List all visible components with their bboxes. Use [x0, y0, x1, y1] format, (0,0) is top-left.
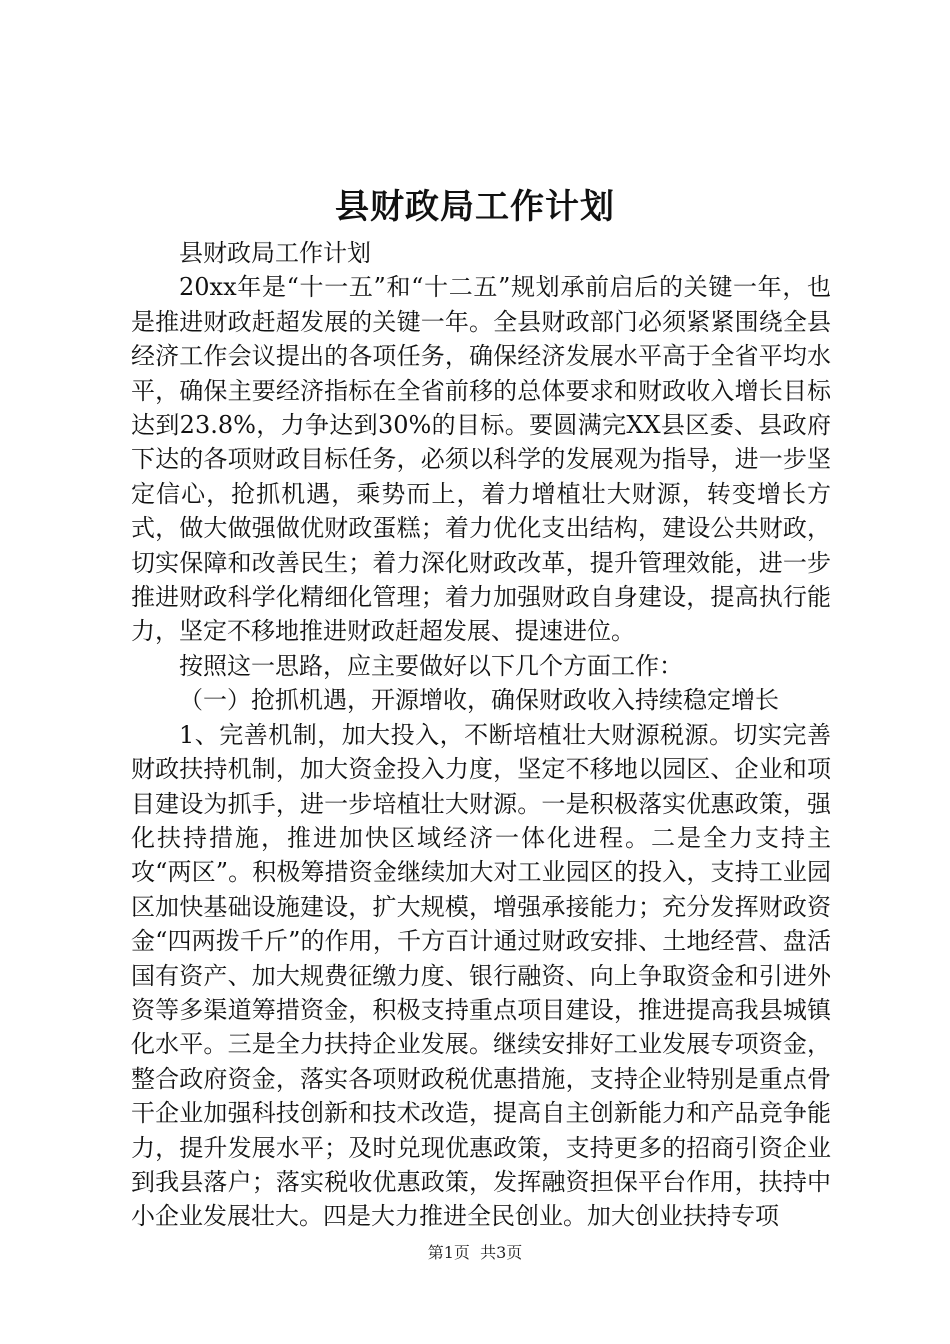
document-title: 县财政局工作计划	[335, 187, 615, 227]
section-heading-1: （一）抢抓机遇，开源增收，确保财政收入持续稳定增长	[179, 686, 779, 715]
page-number-footer: 第1页 共3页	[427, 1243, 523, 1262]
paragraph-item-1: 1、完善机制，加大投入，不断培植壮大财源税源。切实完善财政扶持机制，加大资金投入力度，坚定不移地以园区、企业和项目建设为抓手，进一步培植壮大财源。一是积极落实优惠政策，强化扶持措施，推进加快区域经济一体化进程。二是全力支持主攻“两区”。积极筹措资金继续加大对工业园区的投入，支持工业园区加快基础设施建设，扩大规模，增强承接能力；充分发挥财政资金“四两拨千斤”的作用，千方百计通过财政安排、土地经营、盘活国有资产、加大规费征缴力度、银行融资、向上争取资金和引进外资等多渠道筹措资金，积极支持重点项目建设，推进提高我县城镇化水平。三是全力扶持企业发展。继续安排好工业发展专项资金，整合政府资金，落实各项财政税优惠措施，支持企业特别是重点骨干企业加强科技创新和技术改造，提高自主创新能力和产品竞争能力，提升发展水平；及时兑现优惠政策，支持更多的招商引资企业到我县落户；落实税收优惠政策，发挥融资担保平台作用，扶持中小企业发展壮大。四是大力推进全民创业。加大创业扶持专项	[131, 720, 831, 1231]
document-body	[131, 236, 831, 1234]
paragraph-subtitle: 县财政局工作计划	[179, 239, 371, 267]
paragraph-intro: 20xx年是“十一五”和“十二五”规划承前启后的关键一年，也是推进财政赶超发展的关键一年。全县财政部门必须紧紧围绕全县经济工作会议提出的各项任务，确保经济发展水平高于全省平均水平，确保主要经济指标在全省前移的总体要求和财政收入增长目标达到23.8%，力争达到30%的目标。要圆满完XX县区委、县政府下达的各项财政目标任务，必须以科学的发展观为指导，进一步坚定信心，抢抓机遇，乘势而上，着力增植壮大财源，转变增长方式，做大做强做优财政蛋糕；着力优化支出结构，建设公共财政，切实保障和改善民生；着力深化财政改革，提升管理效能，进一步推进财政科学化精细化管理；着力加强财政自身建设，提高执行能力，坚定不移地推进财政赶超发展、提速进位。	[131, 273, 831, 646]
paragraph-approach: 按照这一思路，应主要做好以下几个方面工作：	[179, 651, 683, 680]
